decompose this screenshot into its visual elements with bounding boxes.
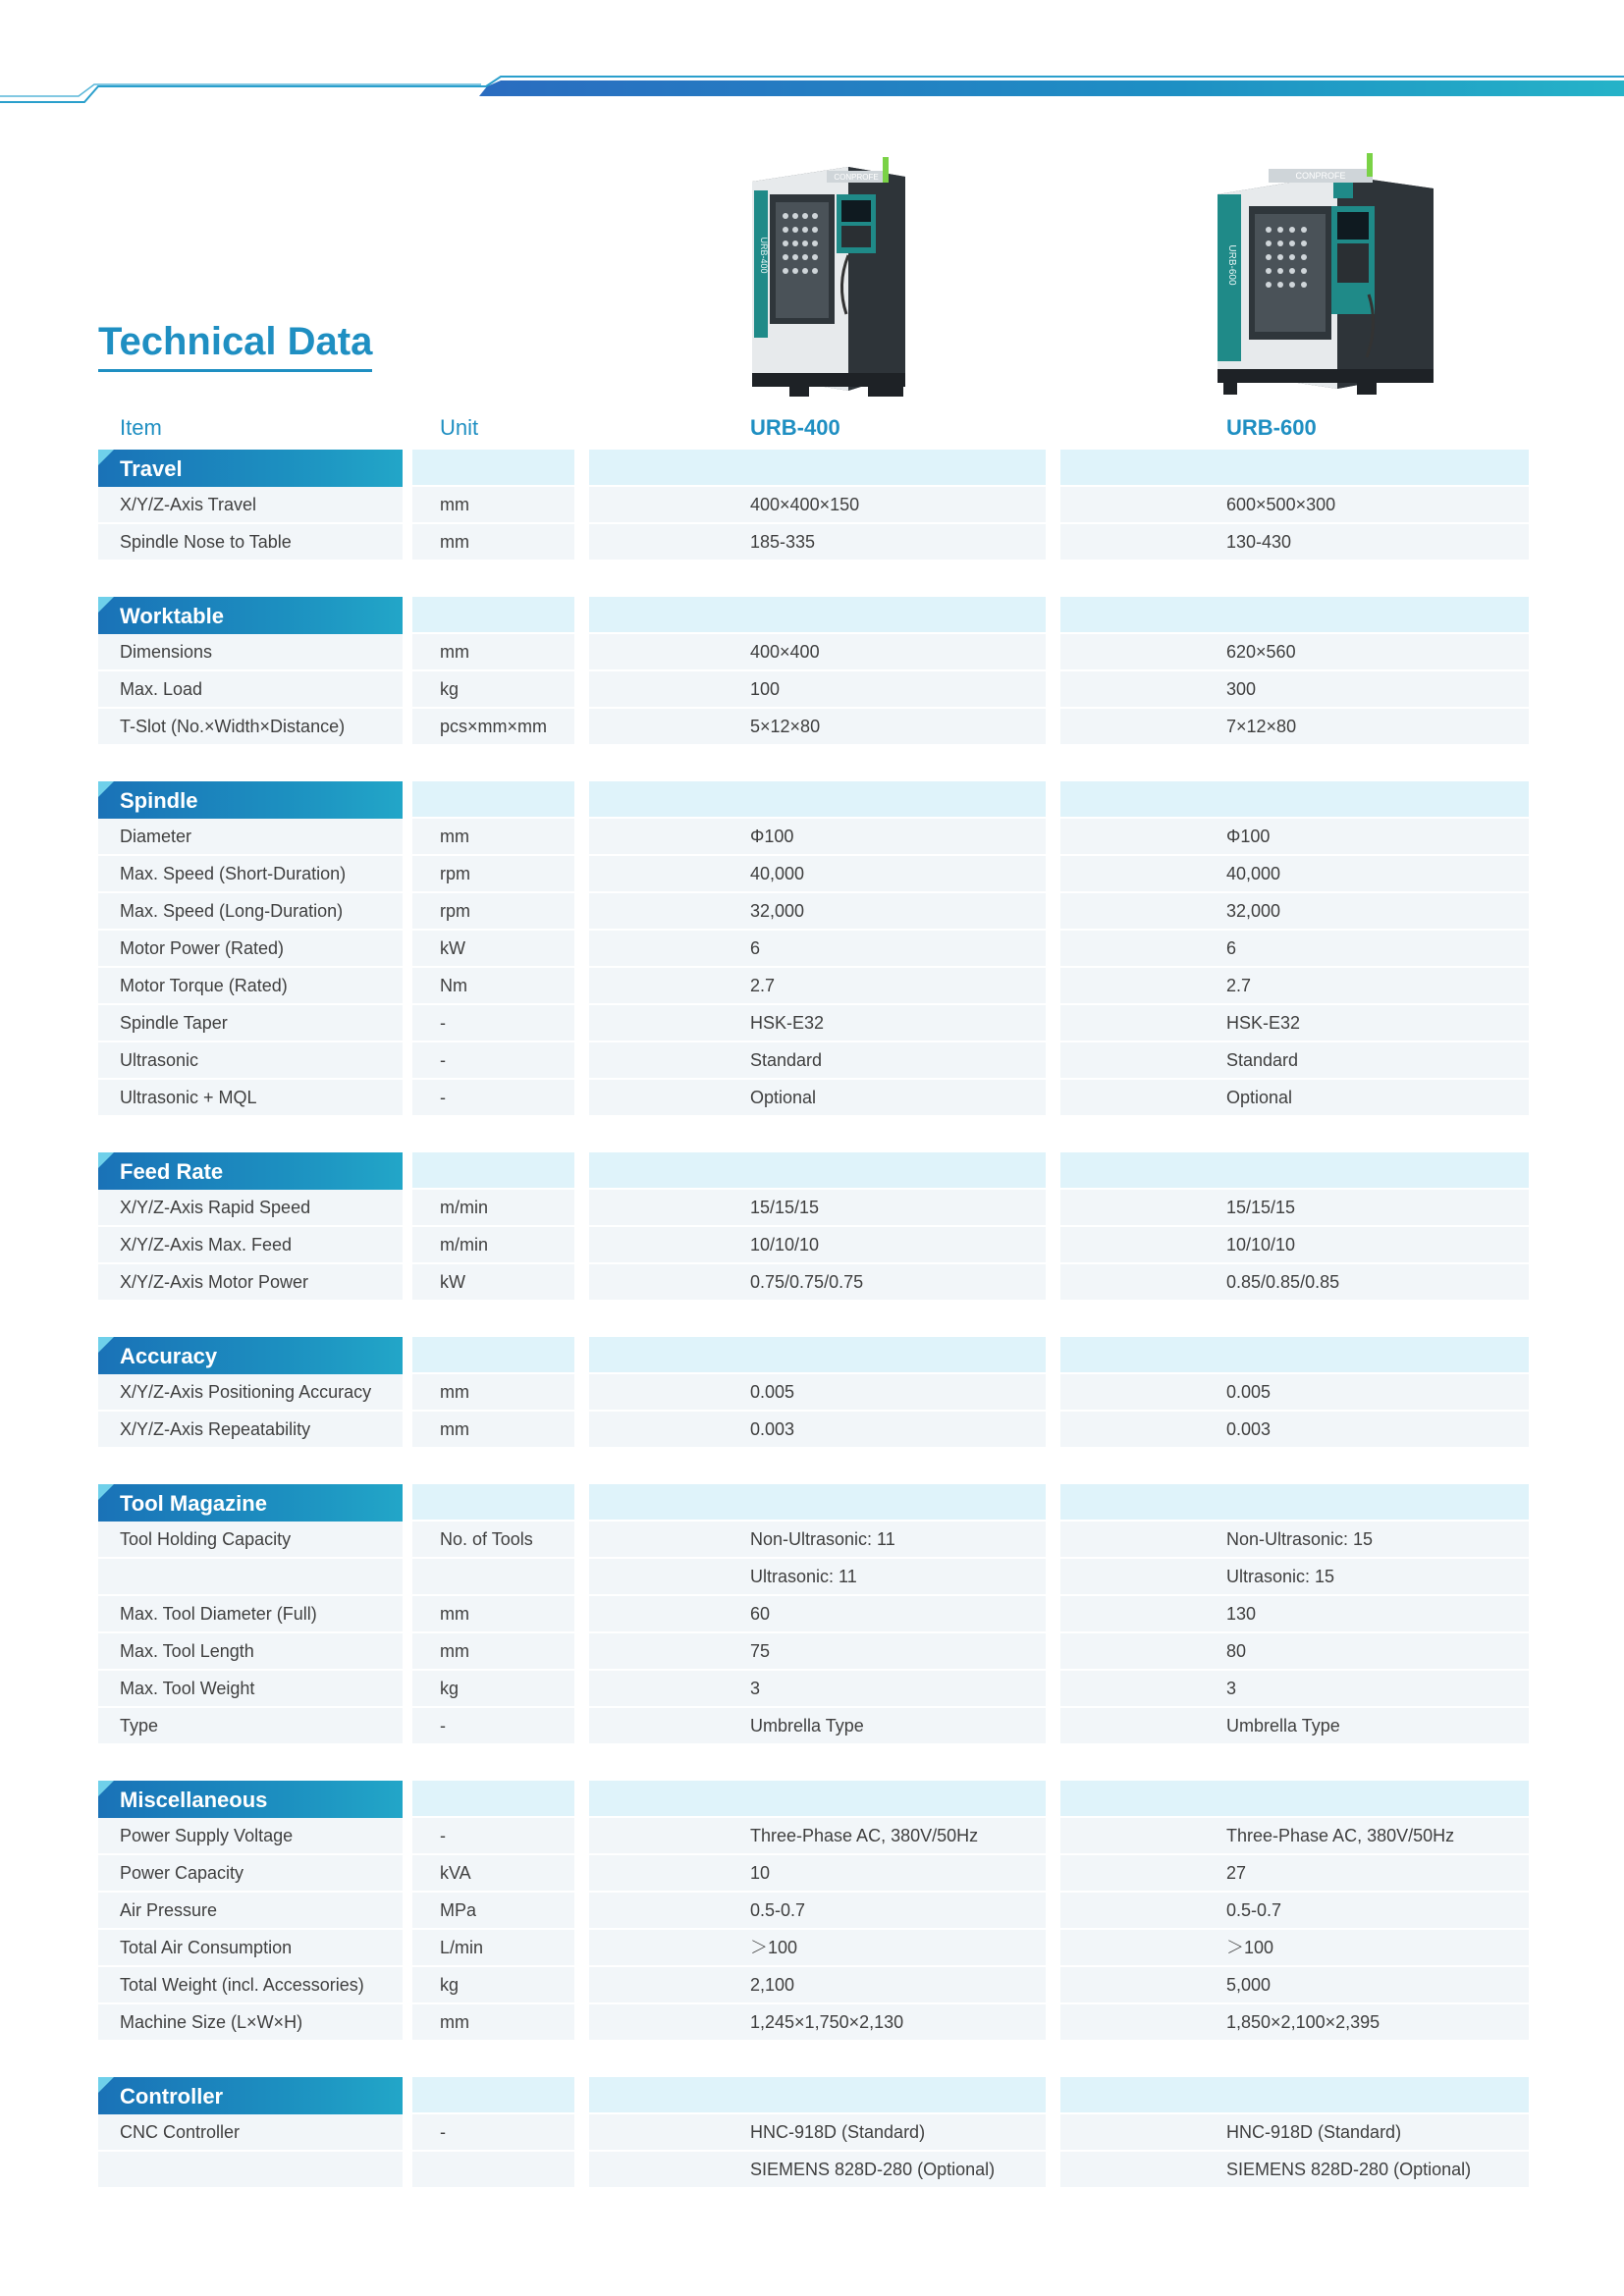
section-title: Accuracy [98,1337,403,1374]
table-row [98,1855,1526,1891]
unit-cell: - [412,1005,574,1041]
unit-cell: - [412,1042,574,1078]
unit-cell: - [412,1708,574,1743]
section-header-feed-rate [98,1152,1526,1188]
item-cell: Motor Torque (Rated) [98,968,403,1003]
urb-400-value: ＞100 [589,1930,1046,1965]
item-cell: Max. Speed (Short-Duration) [98,856,403,891]
item-cell: Max. Tool Diameter (Full) [98,1596,403,1631]
table-row [98,1930,1526,1965]
unit-cell: No. of Tools [412,1522,574,1557]
table-row [98,1633,1526,1669]
unit-cell: Nm [412,968,574,1003]
urb-400-value: 0.75/0.75/0.75 [589,1264,1046,1300]
urb-600-value: 620×560 [1060,634,1529,669]
urb-400-value: 100 [589,671,1046,707]
urb-600-value: 27 [1060,1855,1529,1891]
table-row [98,1264,1526,1300]
unit-cell: - [412,2114,574,2150]
urb-400-value: Umbrella Type [589,1708,1046,1743]
table-row [98,1893,1526,1928]
brand-logo-text: CONPROFE [834,173,879,182]
section-header-controller [98,2077,1526,2112]
table-row [98,1596,1526,1631]
unit-cell: mm [412,634,574,669]
item-cell: Total Air Consumption [98,1930,403,1965]
urb-600-value: 2.7 [1060,968,1529,1003]
urb-600-value: HNC-918D (Standard) [1060,2114,1529,2150]
section-header-miscellaneous [98,1781,1526,1816]
section-header-worktable [98,597,1526,632]
urb-400-value: 400×400 [589,634,1046,669]
urb-600-value: 600×500×300 [1060,487,1529,522]
machine-side-label: URB-400 [759,237,769,274]
urb-400-value: 0.005 [589,1374,1046,1410]
urb-400-value: 0.5-0.7 [589,1893,1046,1928]
item-cell: Max. Speed (Long-Duration) [98,893,403,929]
unit-cell: rpm [412,856,574,891]
column-header-item: Item [120,415,162,440]
urb-600-value: Ultrasonic: 15 [1060,1559,1529,1594]
urb-400-value: Three-Phase AC, 380V/50Hz [589,1818,1046,1853]
item-cell: Max. Load [98,671,403,707]
urb-400-value: Optional [589,1080,1046,1115]
urb-600-value: 130 [1060,1596,1529,1631]
item-cell: T-Slot (No.×Width×Distance) [98,709,403,744]
unit-cell: mm [412,2004,574,2040]
unit-cell: kg [412,1967,574,2002]
unit-cell: kVA [412,1855,574,1891]
unit-cell: mm [412,1596,574,1631]
urb-600-value: 80 [1060,1633,1529,1669]
unit-cell: mm [412,524,574,560]
table-row [98,1522,1526,1557]
unit-cell: kg [412,671,574,707]
urb-600-value: Three-Phase AC, 380V/50Hz [1060,1818,1529,1853]
urb-400-value: Ultrasonic: 11 [589,1559,1046,1594]
urb-600-value: 1,850×2,100×2,395 [1060,2004,1529,2040]
urb-600-value: Non-Ultrasonic: 15 [1060,1522,1529,1557]
urb-600-value: ＞100 [1060,1930,1529,1965]
unit-cell: kg [412,1671,574,1706]
item-cell: Max. Tool Weight [98,1671,403,1706]
urb-400-value: 0.003 [589,1412,1046,1447]
item-cell: Tool Holding Capacity [98,1522,403,1557]
urb-400-value: Φ100 [589,819,1046,854]
section-title: Miscellaneous [98,1781,403,1818]
item-cell: Diameter [98,819,403,854]
urb-400-value: 5×12×80 [589,709,1046,744]
unit-cell: pcs×mm×mm [412,709,574,744]
table-row [98,1374,1526,1410]
item-cell: Spindle Taper [98,1005,403,1041]
unit-cell: mm [412,1412,574,1447]
item-cell: Dimensions [98,634,403,669]
unit-cell: - [412,1080,574,1115]
item-cell: Total Weight (incl. Accessories) [98,1967,403,2002]
unit-cell: MPa [412,1893,574,1928]
urb-600-value: Umbrella Type [1060,1708,1529,1743]
urb-400-value: 2,100 [589,1967,1046,2002]
table-row [98,931,1526,966]
machine-image-urb-400 [731,147,937,410]
brand-logo-text: CONPROFE [1295,171,1346,181]
unit-cell: kW [412,931,574,966]
table-row [98,2114,1526,2150]
urb-400-value: 6 [589,931,1046,966]
urb-600-value: 300 [1060,671,1529,707]
section-title: Tool Magazine [98,1484,403,1522]
table-row [98,1412,1526,1447]
urb-400-value: 15/15/15 [589,1190,1046,1225]
section-title: Spindle [98,781,403,819]
urb-600-value: HSK-E32 [1060,1005,1529,1041]
urb-400-value: 60 [589,1596,1046,1631]
urb-400-value: 1,245×1,750×2,130 [589,2004,1046,2040]
unit-cell [412,1559,574,1594]
section-header-tool-magazine [98,1484,1526,1520]
header-decor-band [0,0,1624,118]
table-row [98,671,1526,707]
item-cell: Power Capacity [98,1855,403,1891]
table-row [98,1190,1526,1225]
unit-cell: mm [412,1374,574,1410]
machine-side-label: URB-600 [1226,244,1237,286]
item-cell: Power Supply Voltage [98,1818,403,1853]
table-row [98,1671,1526,1706]
urb-600-value: 32,000 [1060,893,1529,929]
urb-400-value: 40,000 [589,856,1046,891]
table-row [98,1042,1526,1078]
urb-600-value: 6 [1060,931,1529,966]
item-cell: Max. Tool Length [98,1633,403,1669]
section-title: Travel [98,450,403,487]
column-header-urb-400: URB-400 [750,415,840,440]
section-title: Worktable [98,597,403,634]
urb-600-value: 0.005 [1060,1374,1529,1410]
item-cell: Ultrasonic [98,1042,403,1078]
urb-400-value: 10/10/10 [589,1227,1046,1262]
section-header-spindle [98,781,1526,817]
item-cell: Machine Size (L×W×H) [98,2004,403,2040]
urb-400-value: 400×400×150 [589,487,1046,522]
item-cell [98,1559,403,1594]
urb-600-value: Optional [1060,1080,1529,1115]
machine-image-urb-600 [1200,147,1455,404]
urb-600-value: Φ100 [1060,819,1529,854]
section-header-accuracy [98,1337,1526,1372]
item-cell: X/Y/Z-Axis Positioning Accuracy [98,1374,403,1410]
page-title: Technical Data [98,320,372,372]
urb-400-value: SIEMENS 828D-280 (Optional) [589,2152,1046,2187]
unit-cell: mm [412,487,574,522]
urb-600-value: 15/15/15 [1060,1190,1529,1225]
item-cell: X/Y/Z-Axis Rapid Speed [98,1190,403,1225]
unit-cell: mm [412,819,574,854]
table-row [98,709,1526,744]
table-row [98,819,1526,854]
table-row [98,1080,1526,1115]
urb-400-value: Standard [589,1042,1046,1078]
table-row [98,2152,1526,2187]
table-row [98,634,1526,669]
table-row [98,1967,1526,2002]
urb-600-value: SIEMENS 828D-280 (Optional) [1060,2152,1529,2187]
urb-400-value: 10 [589,1855,1046,1891]
item-cell: Spindle Nose to Table [98,524,403,560]
table-row [98,487,1526,522]
unit-cell: - [412,1818,574,1853]
urb-400-value: HNC-918D (Standard) [589,2114,1046,2150]
urb-600-value: 130-430 [1060,524,1529,560]
unit-cell [412,2152,574,2187]
urb-600-value: 3 [1060,1671,1529,1706]
column-header-unit: Unit [440,415,479,440]
item-cell: X/Y/Z-Axis Max. Feed [98,1227,403,1262]
table-row [98,2004,1526,2040]
urb-600-value: 40,000 [1060,856,1529,891]
section-title: Feed Rate [98,1152,403,1190]
urb-400-value: HSK-E32 [589,1005,1046,1041]
urb-600-value: 0.5-0.7 [1060,1893,1529,1928]
urb-600-value: Standard [1060,1042,1529,1078]
urb-400-value: 185-335 [589,524,1046,560]
urb-600-value: 0.85/0.85/0.85 [1060,1264,1529,1300]
urb-400-value: 75 [589,1633,1046,1669]
urb-400-value: Non-Ultrasonic: 11 [589,1522,1046,1557]
table-row [98,1227,1526,1262]
unit-cell: L/min [412,1930,574,1965]
item-cell: Ultrasonic + MQL [98,1080,403,1115]
urb-600-value: 10/10/10 [1060,1227,1529,1262]
urb-400-value: 3 [589,1671,1046,1706]
table-row [98,893,1526,929]
unit-cell: m/min [412,1227,574,1262]
item-cell: X/Y/Z-Axis Motor Power [98,1264,403,1300]
unit-cell: mm [412,1633,574,1669]
table-row [98,1708,1526,1743]
section-header-travel [98,450,1526,485]
unit-cell: kW [412,1264,574,1300]
column-header-urb-600: URB-600 [1226,415,1317,440]
section-title: Controller [98,2077,403,2114]
unit-cell: rpm [412,893,574,929]
urb-600-value: 0.003 [1060,1412,1529,1447]
item-cell [98,2152,403,2187]
urb-400-value: 32,000 [589,893,1046,929]
item-cell: X/Y/Z-Axis Travel [98,487,403,522]
table-row [98,524,1526,560]
urb-600-value: 5,000 [1060,1967,1529,2002]
urb-400-value: 2.7 [589,968,1046,1003]
table-row [98,1005,1526,1041]
urb-600-value: 7×12×80 [1060,709,1529,744]
item-cell: Type [98,1708,403,1743]
table-row [98,1818,1526,1853]
table-row [98,968,1526,1003]
item-cell: CNC Controller [98,2114,403,2150]
unit-cell: m/min [412,1190,574,1225]
table-row [98,856,1526,891]
item-cell: Motor Power (Rated) [98,931,403,966]
item-cell: Air Pressure [98,1893,403,1928]
item-cell: X/Y/Z-Axis Repeatability [98,1412,403,1447]
table-row [98,1559,1526,1594]
